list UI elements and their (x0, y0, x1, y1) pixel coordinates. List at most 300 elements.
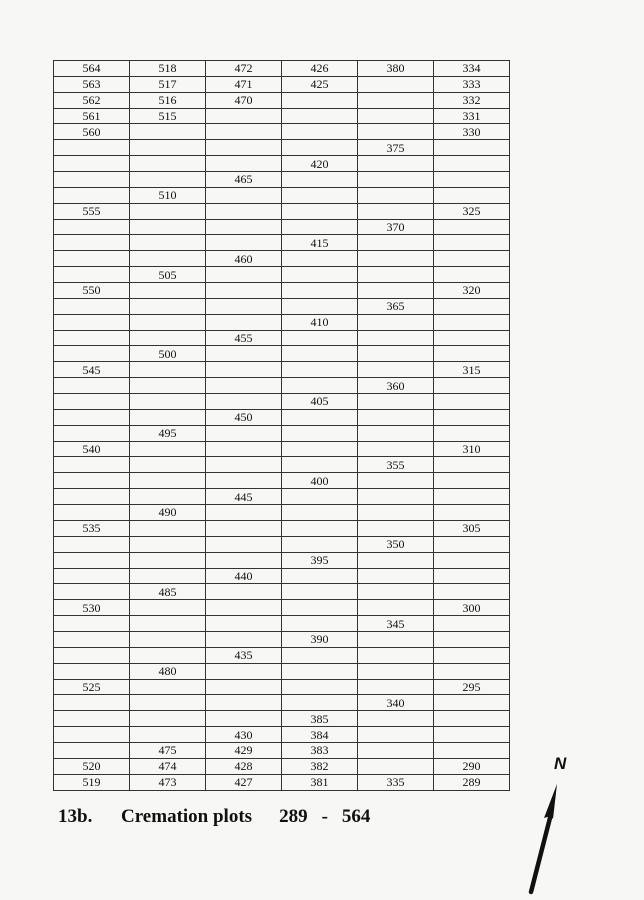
table-row (54, 203, 510, 219)
plot-cell: 450 (206, 409, 282, 425)
plot-cell (206, 663, 282, 679)
plot-cell (358, 552, 434, 568)
plot-cell (206, 140, 282, 156)
table-row (54, 156, 510, 172)
plot-cell (54, 267, 130, 283)
plot-cell: 518 (130, 61, 206, 77)
range-separator: - (321, 806, 328, 827)
plot-cell (434, 647, 510, 663)
plot-cell (206, 346, 282, 362)
table-row (54, 568, 510, 584)
table-row (54, 631, 510, 647)
plot-cell (54, 473, 130, 489)
plot-cell: 405 (282, 394, 358, 410)
plot-cell (130, 552, 206, 568)
plot-cell (358, 679, 434, 695)
table-row (54, 298, 510, 314)
plot-cell (358, 362, 434, 378)
plot-cell (206, 536, 282, 552)
plot-cell (434, 425, 510, 441)
plot-cell (358, 330, 434, 346)
plot-cell (282, 441, 358, 457)
plot-cell (130, 647, 206, 663)
table-row (54, 663, 510, 679)
plot-cell (130, 362, 206, 378)
plot-cell: 331 (434, 108, 510, 124)
plot-cell (54, 219, 130, 235)
table-row (54, 330, 510, 346)
plot-cell (54, 235, 130, 251)
plot-cell (130, 172, 206, 188)
plot-cell: 430 (206, 727, 282, 743)
table-row (54, 600, 510, 616)
plot-cell (358, 92, 434, 108)
table-row (54, 584, 510, 600)
plot-cell (130, 298, 206, 314)
plot-cell (206, 235, 282, 251)
plot-cell (130, 489, 206, 505)
plot-cell (130, 330, 206, 346)
plot-cell (130, 695, 206, 711)
plot-cell (130, 235, 206, 251)
plot-cell (282, 616, 358, 632)
plot-cell (130, 727, 206, 743)
plot-cell: 335 (358, 774, 434, 790)
plot-cell (206, 362, 282, 378)
plot-cell (434, 298, 510, 314)
plot-cell (434, 489, 510, 505)
table-row (54, 695, 510, 711)
table-row (54, 394, 510, 410)
plot-cell (130, 251, 206, 267)
plot-cell (282, 505, 358, 521)
plot-cell (54, 187, 130, 203)
plot-cell (54, 140, 130, 156)
plot-cell (282, 187, 358, 203)
plot-cell (130, 314, 206, 330)
plot-cell: 564 (54, 61, 130, 77)
plot-cell (282, 283, 358, 299)
plot-cell: 290 (434, 758, 510, 774)
plot-cell (434, 330, 510, 346)
plot-cell (434, 631, 510, 647)
plot-cell: 561 (54, 108, 130, 124)
plot-cell: 320 (434, 283, 510, 299)
plot-cell: 310 (434, 441, 510, 457)
plot-cell: 360 (358, 378, 434, 394)
plot-cell (206, 679, 282, 695)
plot-cell (358, 108, 434, 124)
plot-cell (206, 108, 282, 124)
plot-cell: 289 (434, 774, 510, 790)
plot-cell: 300 (434, 600, 510, 616)
plot-cell: 425 (282, 76, 358, 92)
plot-cell: 365 (358, 298, 434, 314)
plot-cell (130, 616, 206, 632)
plot-cell (130, 394, 206, 410)
plot-cell (130, 409, 206, 425)
plot-cell (358, 631, 434, 647)
plot-cell (358, 394, 434, 410)
plot-cell (282, 457, 358, 473)
table-row (54, 140, 510, 156)
plot-grid-table (53, 60, 510, 791)
plot-cell (206, 267, 282, 283)
plot-cell (282, 647, 358, 663)
plot-cell (130, 568, 206, 584)
plot-cell (358, 520, 434, 536)
plot-cell (54, 711, 130, 727)
table-row (54, 727, 510, 743)
plot-cell (358, 489, 434, 505)
plot-cell: 381 (282, 774, 358, 790)
plot-cell: 426 (282, 61, 358, 77)
plot-cell (54, 616, 130, 632)
plot-cell: 333 (434, 76, 510, 92)
table-row (54, 409, 510, 425)
table-row (54, 457, 510, 473)
table-row (54, 61, 510, 77)
plot-cell (358, 203, 434, 219)
plot-cell: 545 (54, 362, 130, 378)
plot-cell (358, 600, 434, 616)
plot-cell (282, 108, 358, 124)
plot-cell (130, 219, 206, 235)
plot-cell: 445 (206, 489, 282, 505)
plot-cell: 410 (282, 314, 358, 330)
plot-cell (358, 409, 434, 425)
plot-cell: 510 (130, 187, 206, 203)
plot-cell (54, 727, 130, 743)
plot-cell (130, 457, 206, 473)
plot-cell (358, 505, 434, 521)
plot-cell (358, 584, 434, 600)
plot-cell (130, 679, 206, 695)
plot-cell (206, 378, 282, 394)
table-row (54, 267, 510, 283)
table-row (54, 92, 510, 108)
plot-cell (434, 457, 510, 473)
plot-cell: 375 (358, 140, 434, 156)
plot-cell (282, 409, 358, 425)
plot-cell (434, 505, 510, 521)
plot-cell (434, 140, 510, 156)
plot-cell: 495 (130, 425, 206, 441)
plot-cell (358, 172, 434, 188)
plot-cell (282, 663, 358, 679)
table-row (54, 251, 510, 267)
plot-cell: 355 (358, 457, 434, 473)
table-row (54, 235, 510, 251)
plot-cell: 305 (434, 520, 510, 536)
plot-cell (54, 425, 130, 441)
plot-cell: 562 (54, 92, 130, 108)
plot-cell: 395 (282, 552, 358, 568)
plot-cell (282, 568, 358, 584)
plot-cell: 370 (358, 219, 434, 235)
plot-cell (54, 314, 130, 330)
table-row (54, 219, 510, 235)
plot-cell (282, 489, 358, 505)
plot-cell: 340 (358, 695, 434, 711)
plot-cell: 330 (434, 124, 510, 140)
plot-cell: 334 (434, 61, 510, 77)
table-row (54, 314, 510, 330)
table-row (54, 742, 510, 758)
plot-cell (358, 156, 434, 172)
plot-cell (54, 536, 130, 552)
plot-cell: 563 (54, 76, 130, 92)
plot-cell: 400 (282, 473, 358, 489)
plot-cell (130, 283, 206, 299)
plot-cell (130, 600, 206, 616)
plot-cell (434, 267, 510, 283)
plot-cell: 550 (54, 283, 130, 299)
plot-cell (282, 695, 358, 711)
plot-cell (54, 742, 130, 758)
plot-cell (434, 346, 510, 362)
table-row (54, 76, 510, 92)
plot-cell (358, 425, 434, 441)
plot-cell (130, 140, 206, 156)
plot-cell (434, 536, 510, 552)
table-row (54, 172, 510, 188)
plot-cell (282, 140, 358, 156)
plot-cell (206, 584, 282, 600)
plot-cell: 480 (130, 663, 206, 679)
plot-cell: 471 (206, 76, 282, 92)
plot-cell (206, 124, 282, 140)
range-start: 289 (279, 806, 308, 827)
plot-cell (358, 283, 434, 299)
plot-cell: 384 (282, 727, 358, 743)
plot-cell (434, 235, 510, 251)
north-arrow-icon (520, 752, 580, 897)
plot-cell (206, 457, 282, 473)
plot-cell: 429 (206, 742, 282, 758)
plot-cell (282, 92, 358, 108)
table-row (54, 552, 510, 568)
plot-cell: 325 (434, 203, 510, 219)
plot-cell (282, 378, 358, 394)
plot-cell (130, 520, 206, 536)
table-row (54, 108, 510, 124)
plot-cell (206, 203, 282, 219)
plot-cell (358, 267, 434, 283)
north-arrow-shaft (531, 814, 551, 892)
table-row (54, 346, 510, 362)
plot-cell (358, 663, 434, 679)
plot-cell (358, 711, 434, 727)
plot-cell (130, 473, 206, 489)
plot-cell: 383 (282, 742, 358, 758)
figure-title: Cremation plots (121, 806, 253, 827)
plot-cell: 295 (434, 679, 510, 695)
plot-cell (434, 727, 510, 743)
plot-cell (282, 679, 358, 695)
plot-cell (54, 156, 130, 172)
plot-cell (282, 251, 358, 267)
plot-cell (130, 441, 206, 457)
plot-cell (54, 346, 130, 362)
plot-cell (54, 394, 130, 410)
plot-cell (282, 124, 358, 140)
plot-cell (54, 251, 130, 267)
plot-grid-body (54, 61, 510, 791)
plot-cell (434, 616, 510, 632)
plot-cell (54, 505, 130, 521)
table-row (54, 489, 510, 505)
plot-cell: 500 (130, 346, 206, 362)
plot-cell: 535 (54, 520, 130, 536)
plot-cell (54, 647, 130, 663)
plot-cell (54, 568, 130, 584)
table-row (54, 647, 510, 663)
north-label: N (554, 754, 567, 773)
plot-cell (282, 172, 358, 188)
plot-cell (434, 473, 510, 489)
plot-cell (282, 520, 358, 536)
plot-cell (358, 742, 434, 758)
plot-cell: 428 (206, 758, 282, 774)
plot-cell (434, 584, 510, 600)
plot-cell (130, 203, 206, 219)
range-end: 564 (341, 806, 371, 827)
plot-cell (434, 663, 510, 679)
plot-cell: 382 (282, 758, 358, 774)
table-row (54, 505, 510, 521)
plot-cell (434, 742, 510, 758)
table-row (54, 283, 510, 299)
plot-cell (358, 187, 434, 203)
plot-cell (206, 711, 282, 727)
plot-cell (358, 727, 434, 743)
plot-cell (434, 156, 510, 172)
plot-cell (54, 457, 130, 473)
plot-cell (206, 283, 282, 299)
plot-cell (206, 505, 282, 521)
plot-cell: 540 (54, 441, 130, 457)
plot-cell: 520 (54, 758, 130, 774)
plot-cell (282, 425, 358, 441)
plot-cell: 470 (206, 92, 282, 108)
table-row (54, 616, 510, 632)
plot-cell: 560 (54, 124, 130, 140)
plot-cell (434, 552, 510, 568)
plot-cell (282, 346, 358, 362)
plot-cell: 474 (130, 758, 206, 774)
plot-cell: 465 (206, 172, 282, 188)
table-row (54, 187, 510, 203)
plot-cell (54, 409, 130, 425)
plot-cell (282, 362, 358, 378)
plot-cell (54, 695, 130, 711)
plot-cell: 350 (358, 536, 434, 552)
plot-cell (434, 409, 510, 425)
plot-cell: 519 (54, 774, 130, 790)
plot-cell (206, 187, 282, 203)
plot-cell (358, 251, 434, 267)
plot-cell (206, 314, 282, 330)
plot-cell: 427 (206, 774, 282, 790)
plot-cell (54, 663, 130, 679)
plot-cell: 473 (130, 774, 206, 790)
plot-cell (282, 219, 358, 235)
plot-cell (434, 172, 510, 188)
plot-cell: 490 (130, 505, 206, 521)
plot-cell: 345 (358, 616, 434, 632)
plot-cell (54, 489, 130, 505)
plot-cell (434, 251, 510, 267)
plot-cell: 475 (130, 742, 206, 758)
plot-cell: 420 (282, 156, 358, 172)
plot-cell (206, 219, 282, 235)
plot-cell: 505 (130, 267, 206, 283)
plot-cell (434, 187, 510, 203)
plot-cell (54, 584, 130, 600)
plot-cell (358, 76, 434, 92)
plot-cell (54, 330, 130, 346)
plot-cell (282, 536, 358, 552)
plot-cell: 440 (206, 568, 282, 584)
plot-cell: 435 (206, 647, 282, 663)
table-row (54, 378, 510, 394)
plot-cell (282, 267, 358, 283)
table-row (54, 774, 510, 790)
table-row (54, 758, 510, 774)
plot-cell (206, 473, 282, 489)
plot-cell (358, 568, 434, 584)
plot-cell (206, 156, 282, 172)
plot-cell (54, 631, 130, 647)
plot-cell (434, 711, 510, 727)
plot-cell (206, 298, 282, 314)
plot-cell (130, 711, 206, 727)
plot-cell (282, 203, 358, 219)
plot-cell (206, 394, 282, 410)
table-row (54, 520, 510, 536)
plot-cell: 485 (130, 584, 206, 600)
plot-cell (358, 758, 434, 774)
plot-cell: 460 (206, 251, 282, 267)
plot-cell (206, 441, 282, 457)
table-row (54, 711, 510, 727)
plot-cell: 530 (54, 600, 130, 616)
plot-cell: 525 (54, 679, 130, 695)
table-row (54, 473, 510, 489)
plot-cell (54, 552, 130, 568)
plot-cell (358, 473, 434, 489)
plot-cell (434, 314, 510, 330)
plot-cell: 380 (358, 61, 434, 77)
plot-cell (434, 219, 510, 235)
plot-cell (358, 314, 434, 330)
plot-cell (54, 378, 130, 394)
plot-cell (206, 600, 282, 616)
table-row (54, 679, 510, 695)
plot-cell (434, 394, 510, 410)
plot-cell (282, 600, 358, 616)
plot-cell (358, 235, 434, 251)
plot-cell (206, 425, 282, 441)
plot-cell (358, 441, 434, 457)
plot-cell (358, 124, 434, 140)
plot-cell (206, 552, 282, 568)
plot-cell: 315 (434, 362, 510, 378)
plot-cell (130, 378, 206, 394)
plot-cell (282, 584, 358, 600)
plot-cell (434, 378, 510, 394)
